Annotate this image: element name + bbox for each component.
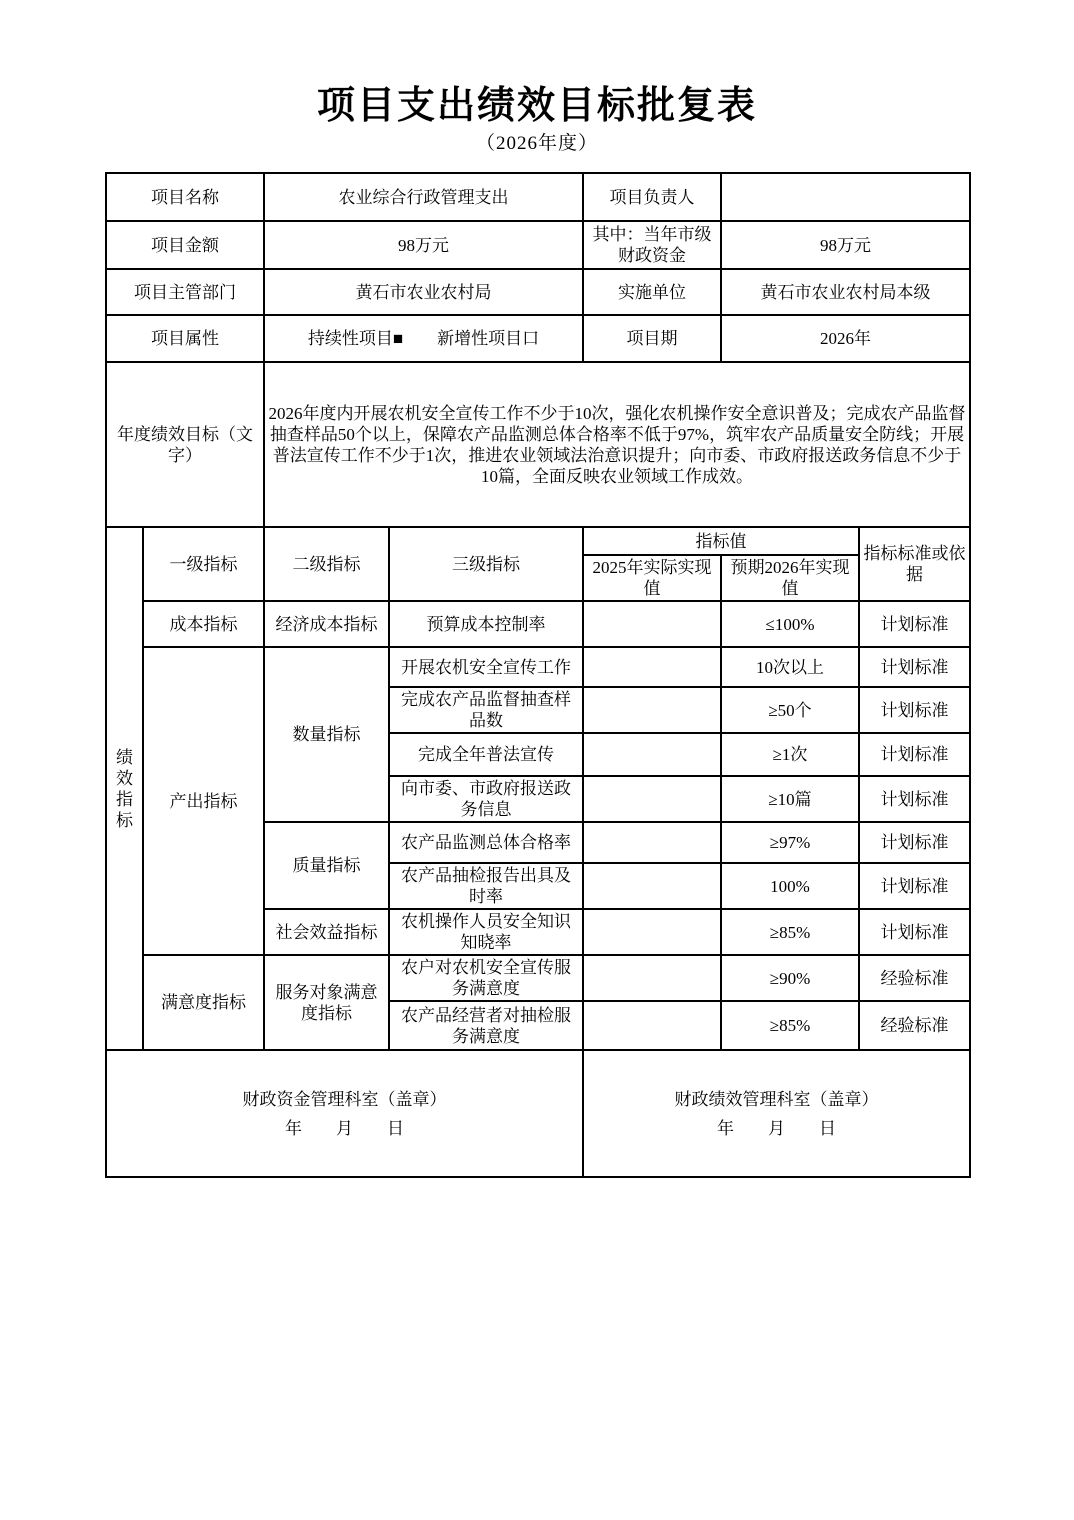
stamp-date-performance-management: 年 月 日 xyxy=(717,1118,836,1138)
cell-level3: 农户对农机安全宣传服务满意度 xyxy=(389,955,583,1001)
header-actual-2025: 2025年实际实现值 xyxy=(583,555,721,601)
cell-standard: 经验标准 xyxy=(859,955,970,1001)
cell-standard: 计划标准 xyxy=(859,687,970,733)
info-row-department xyxy=(106,269,970,315)
header-standard-basis: 指标标准或依据 xyxy=(859,527,970,601)
cell-level3: 开展农机安全宣传工作 xyxy=(389,647,583,687)
value-implementing-unit: 黄石市农业农村局本级 xyxy=(721,269,970,315)
cell-level2: 数量指标 xyxy=(264,647,389,822)
label-project-period: 项目期 xyxy=(583,315,721,362)
cell-level1: 满意度指标 xyxy=(143,955,264,1050)
header-level3: 三级指标 xyxy=(389,527,583,601)
value-project-period: 2026年 xyxy=(721,315,970,362)
cell-expected-2026: 10次以上 xyxy=(721,647,859,687)
cell-standard: 计划标准 xyxy=(859,601,970,647)
cell-level1: 成本指标 xyxy=(143,601,264,647)
cell-level2: 社会效益指标 xyxy=(264,909,389,955)
value-competent-department: 黄石市农业农村局 xyxy=(264,269,583,315)
cell-standard: 经验标准 xyxy=(859,1001,970,1050)
cell-level3: 农产品经营者对抽检服务满意度 xyxy=(389,1001,583,1050)
cell-actual-2025 xyxy=(583,687,721,733)
cell-standard: 计划标准 xyxy=(859,776,970,822)
cell-level3: 向市委、市政府报送政务信息 xyxy=(389,776,583,822)
cell-level3: 完成全年普法宣传 xyxy=(389,733,583,776)
cell-actual-2025 xyxy=(583,1001,721,1050)
cell-actual-2025 xyxy=(583,863,721,909)
cell-level3: 完成农产品监督抽查样品数 xyxy=(389,687,583,733)
indicator-header-row-1 xyxy=(106,527,970,555)
cell-standard: 计划标准 xyxy=(859,822,970,863)
cell-standard: 计划标准 xyxy=(859,909,970,955)
header-expected-2026: 预期2026年实现值 xyxy=(721,555,859,601)
cell-expected-2026: ≥10篇 xyxy=(721,776,859,822)
cell-standard: 计划标准 xyxy=(859,647,970,687)
stamp-row xyxy=(106,1050,970,1177)
cell-expected-2026: ≥1次 xyxy=(721,733,859,776)
cell-actual-2025 xyxy=(583,776,721,822)
label-project-name: 项目名称 xyxy=(106,173,264,221)
cell-expected-2026: ≥90% xyxy=(721,955,859,1001)
cell-actual-2025 xyxy=(583,822,721,863)
label-city-level-funds: 其中：当年市级财政资金 xyxy=(583,221,721,269)
cell-actual-2025 xyxy=(583,955,721,1001)
label-project-leader: 项目负责人 xyxy=(583,173,721,221)
cell-expected-2026: ≥97% xyxy=(721,822,859,863)
cell-level2: 服务对象满意度指标 xyxy=(264,955,389,1050)
cell-level1: 产出指标 xyxy=(143,647,264,955)
cell-actual-2025 xyxy=(583,909,721,955)
annual-goal-text: 2026年度内开展农机安全宣传工作不少于10次，强化农机操作安全意识普及；完成农产品监督抽查样品50个以上，保障农产品监测总体合格率不低于97%，筑牢农产品质量安全防线；开展普法宣传工作不少于1次，推进农业领域法治意识提升；向市委、市政府报送政务信息不少于10篇，全面反映农业领域工作成效。 xyxy=(264,362,970,527)
indicator-row xyxy=(106,647,970,687)
value-project-amount: 98万元 xyxy=(264,221,583,269)
cell-level2: 质量指标 xyxy=(264,822,389,909)
cell-expected-2026: ≥85% xyxy=(721,909,859,955)
cell-level3: 农产品抽检报告出具及时率 xyxy=(389,863,583,909)
header-level1: 一级指标 xyxy=(143,527,264,601)
value-project-attribute-checkboxes: 持续性项目■ 新增性项目口 xyxy=(264,315,583,362)
side-label-performance-indicators: 绩效指标 xyxy=(106,527,143,1050)
stamp-cell-funds-management xyxy=(106,1050,583,1177)
page-title: 项目支出绩效目标批复表 xyxy=(316,85,757,127)
value-project-name: 农业综合行政管理支出 xyxy=(264,173,583,221)
cell-actual-2025 xyxy=(583,647,721,687)
cell-standard: 计划标准 xyxy=(859,863,970,909)
annual-goal-row xyxy=(106,362,970,527)
info-row-project-amount xyxy=(106,221,970,269)
cell-level2: 经济成本指标 xyxy=(264,601,389,647)
performance-target-table xyxy=(105,172,971,1178)
cell-level3: 预算成本控制率 xyxy=(389,601,583,647)
cell-expected-2026: ≤100% xyxy=(721,601,859,647)
cell-actual-2025 xyxy=(583,601,721,647)
info-row-project-name xyxy=(106,173,970,221)
indicator-row xyxy=(106,955,970,1001)
value-project-leader xyxy=(721,173,970,221)
cell-standard: 计划标准 xyxy=(859,733,970,776)
cell-expected-2026: ≥85% xyxy=(721,1001,859,1050)
header-level2: 二级指标 xyxy=(264,527,389,601)
label-project-attribute: 项目属性 xyxy=(106,315,264,362)
label-competent-department: 项目主管部门 xyxy=(106,269,264,315)
label-implementing-unit: 实施单位 xyxy=(583,269,721,315)
stamp-cell-performance-management xyxy=(583,1050,970,1177)
cell-actual-2025 xyxy=(583,733,721,776)
indicator-row xyxy=(106,601,970,647)
label-project-amount: 项目金额 xyxy=(106,221,264,269)
cell-level3: 农产品监测总体合格率 xyxy=(389,822,583,863)
info-row-attribute xyxy=(106,315,970,362)
stamp-title-performance-management: 财政绩效管理科室（盖章） xyxy=(674,1089,879,1109)
stamp-title-funds-management: 财政资金管理科室（盖章） xyxy=(242,1089,447,1109)
label-annual-goal: 年度绩效目标（文字） xyxy=(106,362,264,527)
cell-expected-2026: 100% xyxy=(721,863,859,909)
cell-expected-2026: ≥50个 xyxy=(721,687,859,733)
stamp-date-funds-management: 年 月 日 xyxy=(285,1118,404,1138)
cell-level3: 农机操作人员安全知识知晓率 xyxy=(389,909,583,955)
value-city-level-funds: 98万元 xyxy=(721,221,970,269)
page-subtitle: （2026年度） xyxy=(475,133,598,154)
header-indicator-value-group: 指标值 xyxy=(583,527,859,555)
